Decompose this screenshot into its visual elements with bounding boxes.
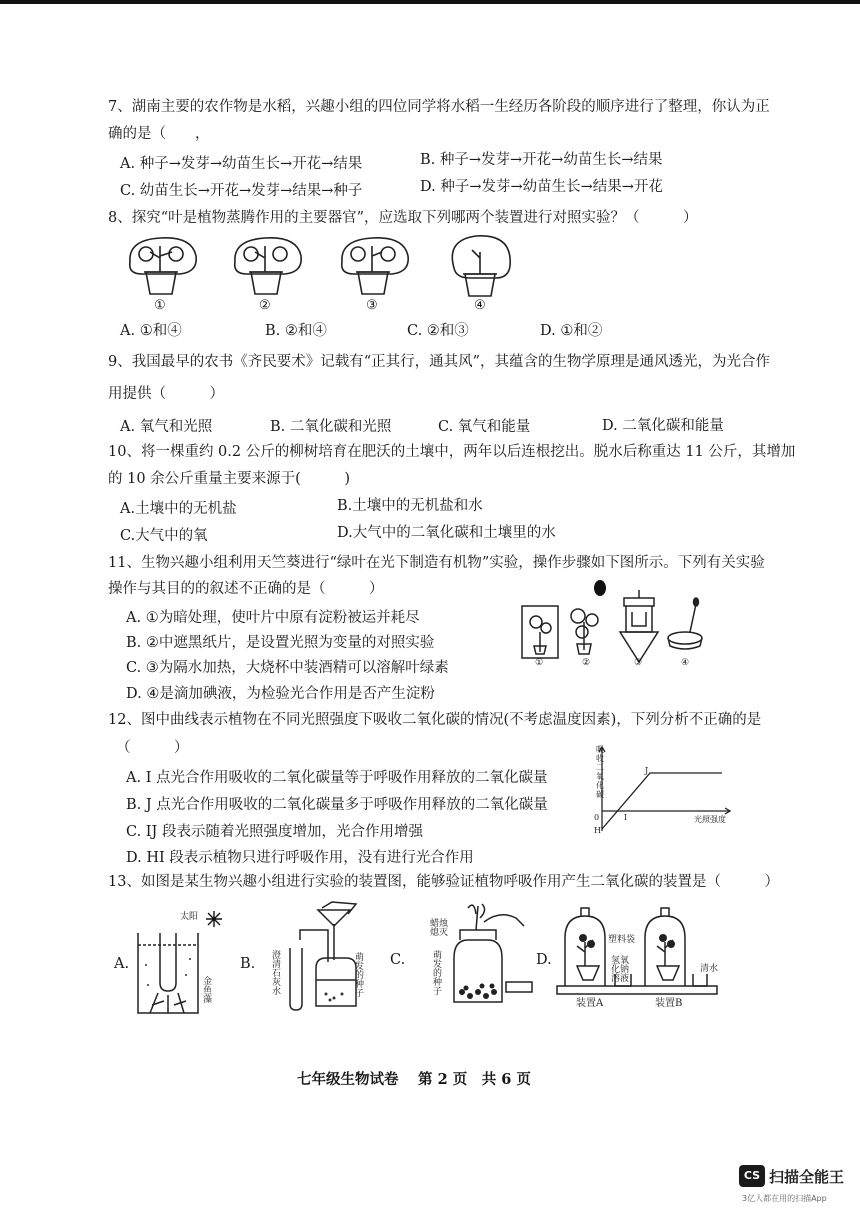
q7-option-a: A. 种子→发芽→幼苗生长→开花→结果 (120, 156, 363, 172)
q13-fig-d-device-b-label: 装置B (655, 998, 683, 1009)
q7-option-c: C. 幼苗生长→开花→发芽→结果→种子 (120, 183, 363, 199)
q7-stem-line2: 确的是（ ， (108, 126, 210, 142)
q12-option-b: B. J 点光合作用吸收的二氧化碳量多于呼吸作用释放的二氧化碳量 (126, 797, 548, 813)
q8-fig-label-2: ② (259, 298, 271, 313)
q9-stem-line2: 用提供（ ） (108, 386, 224, 402)
q13-fig-c-top-label: 蜡烛熄灭 (430, 919, 449, 938)
q13-figure-c (440, 900, 540, 1012)
q8-option-c: C. ②和③ (407, 323, 469, 339)
q11-fig-label-3: ③ (634, 658, 643, 668)
page-footer: 七年级生物试卷 第 2 页 共 6 页 (297, 1071, 531, 1088)
q10-option-b: B.土壤中的无机盐和水 (337, 498, 483, 514)
q8-stem: 8、探究“叶是植物蒸腾作用的主要器官”，应选取下列哪两个装置进行对照实验？（ ） (108, 210, 698, 226)
q13-fig-d-bag-label: 塑料袋 (608, 935, 636, 945)
q13-fig-d-water-label: 清水 (700, 964, 719, 974)
q13-fig-b-right-label: 萌发的种子 (355, 953, 365, 999)
q12-stem-line1: 12、图中曲线表示植物在不同光照强度下吸收二氧化碳的情况(不考虑温度因素)，下列分析不正确的是 (108, 712, 762, 728)
q12-graph-ylabel: 吸收二氧化碳 (596, 745, 604, 799)
q12-option-a: A. I 点光合作用吸收的二氧化碳量等于呼吸作用释放的二氧化碳量 (126, 770, 548, 786)
q11-fig-label-2: ② (582, 658, 591, 668)
q11-option-c: C. ③为隔水加热，大烧杯中装酒精可以溶解叶绿素 (126, 660, 449, 676)
q12-graph-origin: 0 (594, 813, 600, 822)
q12-graph-point-h: H (594, 826, 601, 835)
q11-option-a: A. ①为暗处理，使叶片中原有淀粉被运并耗尽 (126, 610, 420, 626)
q9-stem-line1: 9、我国最早的农书《齐民要术》记载有“正其行，通其风”，其蕴含的生物学原理是通风透光，为光合作 (108, 354, 771, 370)
q13-fig-a-sun-label: 太阳 (180, 912, 199, 922)
q10-option-a: A.土壤中的无机盐 (120, 501, 237, 517)
q12-graph-xlabel: 光照强度 (694, 815, 726, 824)
q12-option-d: D. HI 段表示植物只进行呼吸作用，没有进行光合作用 (126, 850, 474, 866)
q10-option-d: D.大气中的二氧化碳和土壤里的水 (337, 525, 556, 541)
q8-fig-label-3: ③ (366, 298, 378, 313)
q12-graph-point-j: J (645, 766, 649, 775)
q11-option-d: D. ④是滴加碘液，为检验光合作用是否产生淀粉 (126, 686, 435, 702)
watermark-tagline: 3亿人都在用的扫描App (742, 1194, 827, 1203)
q7-option-d: D. 种子→发芽→幼苗生长→结果→开花 (420, 179, 663, 195)
q13-fig-d-device-a-label: 装置A (576, 998, 604, 1009)
q11-option-b: B. ②中遮黑纸片，是设置光照为变量的对照实验 (126, 635, 435, 651)
q7-option-b: B. 种子→发芽→开花→幼苗生长→结果 (420, 152, 663, 168)
q8-option-a: A. ①和④ (120, 323, 182, 339)
q12-co2-graph (592, 745, 742, 845)
q13-fig-c-side-label: 萌发的种子 (433, 951, 443, 997)
q9-option-c: C. 氧气和能量 (438, 419, 531, 435)
q8-option-d: D. ①和② (540, 323, 603, 339)
q11-fig-label-1: ① (535, 658, 544, 668)
q13-option-b: B. (240, 956, 256, 972)
q12-option-c: C. IJ 段表示随着光照强度增加，光合作用增强 (126, 824, 423, 840)
q11-stem-line1: 11、生物兴趣小组利用天竺葵进行“绿叶在光下制造有机物”实验，操作步骤如下图所示。下列有关实验 (108, 555, 765, 571)
q11-stem-line2: 操作与其目的的叙述不正确的是（ ） (108, 581, 384, 597)
q9-option-b: B. 二氧化碳和光照 (270, 419, 392, 435)
top-edge-bar (0, 0, 860, 4)
q9-option-a: A. 氧气和光照 (120, 419, 213, 435)
q13-option-a: A. (114, 956, 130, 972)
q12-graph-point-i: I (624, 813, 628, 822)
q10-option-c: C.大气中的氧 (120, 528, 208, 544)
q8-fig-label-1: ① (154, 298, 166, 313)
q8-option-b: B. ②和④ (265, 323, 327, 339)
q10-stem-line1: 10、将一棵重约 0.2 公斤的柳树培育在肥沃的土壤中，两年以后连根挖出。脱水后称重达 11 公斤，其增加 (108, 444, 796, 460)
q13-fig-d-solution-label: 氢氧化钠溶液 (611, 956, 630, 984)
q13-stem: 13、如图是某生物兴趣小组进行实验的装置图，能够验证植物呼吸作用产生二氧化碳的装置是（ ） (108, 874, 779, 890)
q13-figure-a (134, 905, 234, 1020)
watermark-app-name: 扫描全能王 (769, 1168, 845, 1186)
q13-fig-a-plant-label: 金鱼藻 (203, 977, 213, 1005)
q7-stem-line1: 7、湖南主要的农作物是水稻，兴趣小组的四位同学将水稻一生经历各阶段的顺序进行了整理，你认为正 (108, 99, 770, 115)
q13-fig-b-left-label: 澄清石灰水 (272, 951, 282, 997)
q11-fig-label-4: ④ (681, 658, 690, 668)
camscanner-logo-icon: CS (739, 1165, 765, 1187)
q13-figure-d (555, 902, 725, 997)
q10-stem-line2: 的 10 余公斤重量主要来源于( ) (108, 471, 350, 487)
q13-option-c: C. (390, 952, 406, 968)
q13-option-d: D. (536, 952, 552, 968)
q8-fig-label-4: ④ (474, 298, 486, 313)
q9-option-d: D. 二氧化碳和能量 (602, 418, 724, 434)
q12-stem-line2: （ ） (116, 740, 189, 756)
